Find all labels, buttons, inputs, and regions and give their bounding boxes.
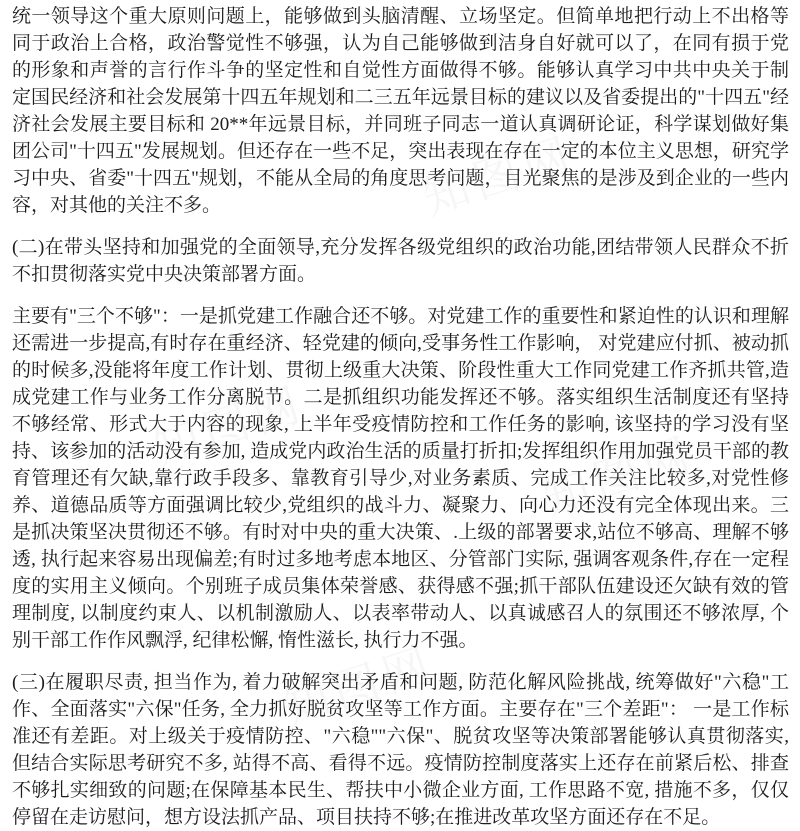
paragraph-heading-3: (三)在履职尽责, 担当作为, 着力破解突出矛盾和问题, 防范化解风险挑战, 统筹做好"六稳"工作、全面落实"六保"任务, 全力抓好脱贫攻坚等工作方面。主要存在"三个差距"： 一是工作标准还有差距。对上级关于疫情防控、"六稳""六保"、脱贫攻坚等决策部署能够认真贯彻落实, 但结合实际思考研究不多, 站得不高、看得不远。疫情防控制度落实上还存在前紧后松、排查不够扎实细致的问题;在保障基本民生、帮扶中小微企业方面, 工作思路不宽, 措施不多，仅仅停留在走访慰问，想方设法抓产品、项目扶持不够;在推进改革攻坚方面还存在不足。 xyxy=(12,672,789,828)
watermark-text: 知图网 xyxy=(416,127,582,225)
watermark-text: 知图网 xyxy=(536,427,702,525)
paragraph-continuation: 统一领导这个重大原则问题上，能够做到头脑清醒、立场坚定。但简单地把行动上不出格等同于政治上合格，政治警觉性不够强，认为自己能够做到洁身自好就可以了，在同有损于党的形象和声誉的言行作斗争的坚定性和自觉性方面做得不够。能够认真学习中共中央关于制定国民经济和社会发展第十四五年规划和二三五年远景目标的建议以及省委提出的"十四五"经济社会发展主要目标和 20**年远景目标，并同班子同志一道认真调研论证，科学谋划做好集团公司"十四五"发展规划。但还存在一些不足，突出表现在存在一定的本位主义思想，研究学习中央、省委"十四五"规划，不能从全局的角度思考问题，目光聚焦的是涉及到企业的一些内容，对其他的关注不多。 xyxy=(12,6,789,216)
watermark-text: 知图网 xyxy=(146,377,312,475)
paragraph-three-shortcomings: 主要有"三个不够"：一是抓党建工作融合还不够。对党建工作的重要性和紧迫性的认识和理解还需进一步提高,有时存在重经济、轻党建的倾向,受事务性工作影响， 对党建应付抓、被动抓的时候多,没能将年度工作计划、贯彻上级重大决策、阶段性重大工作同党建工作齐抓共管,造成党建工作与业务工作分离脱节。二是抓组织功能发挥还不够。落实组织生活制度还有坚持不够经常、形式大于内容的现象, 上半年受疫情防控和工作任务的影响, 该坚持的学习没有坚持、该参加的活动没有参加, 造成党内政治生活的质量打折扣;发挥组织作用加强党员干部的教育管理还有欠缺,靠行政手段多、靠教育引导少,对业务素质、完成工作关注比较多,对党性修养、道德品质等方面强调比较少,党组织的战斗力、凝聚力、向心力还没有完全体现出来。三是抓决策坚决贯彻还不够。有时对中央的重大决策、.上级的部署要求,站位不够高、理解不够透, 执行起来容易出现偏差;有时过多地考虑本地区、分管部门实际, 强调客观条件,存在一定程度的实用主义倾向。个别班子成员集体荣誉感、获得感不强;抓干部队伍建设还欠缺有效的管理制度, 以制度约束人、以机制激励人、以表率带动人、以真诚感召人的氛围还不够浓厚, 个别干部工作作风飘浮, 纪律松懈, 惰性滋长, 执行力不强。 xyxy=(12,306,789,651)
paragraph-heading-2: (二)在带头坚持和加强党的全面领导,充分发挥各级党组织的政治功能,团结带领人民群众不折不扣贯彻落实党中央决策部署方面。 xyxy=(12,237,789,285)
watermark-text: 知图网 xyxy=(276,637,442,735)
